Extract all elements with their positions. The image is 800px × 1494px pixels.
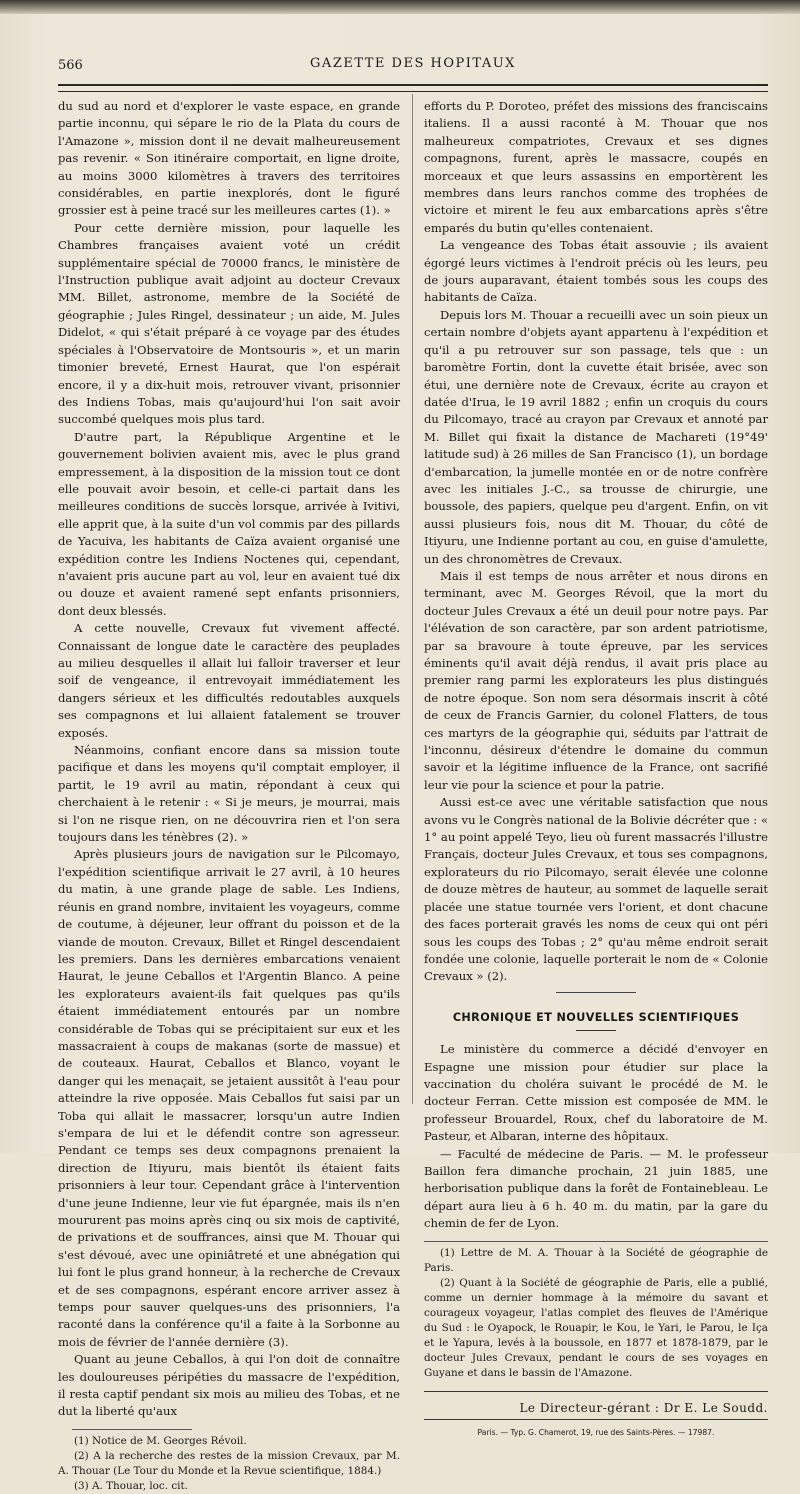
right-column bbox=[424, 98, 768, 1441]
printer-rule bbox=[424, 1419, 768, 1420]
footnote-rule bbox=[424, 1241, 768, 1242]
column-divider bbox=[412, 94, 413, 1104]
printer-line: Paris. — Typ. G. Chamerot, 19, rue des Saints-Pères. — 17987. bbox=[477, 1428, 715, 1437]
footnote-rule bbox=[72, 1429, 192, 1430]
paragraph: D'autre part, la République Argentine et le gouvernement bolivien avaient mis, avec le plus grand empressement, à la disposition de la mission tout ce dont elle pouvait avoir besoin, et celle-ci partait dans les meilleures conditions de succès lorsque, arrivée à Ivitivi, elle apprit que, à la suite d'un vol commis par des pillards de Yacuiva, les habitants de Caïza avaient organisé une expédition contre les Indiens Noctenes qui, cependant, n'avaient pris aucune part au vol, leur en avaient tué dix ou douze et avaient ramené sept enfants prisonniers, dont deux blessés. bbox=[58, 429, 400, 618]
header-rule bbox=[58, 84, 768, 92]
paragraph: efforts du P. Doroteo, préfet des missions des franciscains italiens. Il a aussi raconté à M. Thouar que nos malheureux compatriotes, Crevaux et ses dignes compagnons, furent, après le massacre, coupés en morceaux et que leurs assassins en emportèrent les membres dans leurs ranchos comme des trophées de victoire et mirent le feu aux embarcations après s'être emparés du butin qu'elles contenaient. bbox=[424, 99, 768, 235]
page-header bbox=[58, 56, 768, 78]
footnote: (2) A la recherche des restes de la mission Crevaux, par M. A. Thouar (Le Tour du Monde et la Revue scientifique, 1884.) bbox=[58, 1449, 400, 1477]
paragraph: A cette nouvelle, Crevaux fut vivement affecté. Connaissant de longue date le caractère des peuplades au milieu desquelles il allait lui falloir traverser et leur soif de vengeance, il entrevoyait immédiatement les dangers sérieux et les difficultés redoutables auxquels ses compagnons et lui allaient fatalement se trouver exposés. bbox=[58, 621, 400, 740]
left-column bbox=[58, 98, 400, 1494]
paragraph: Quant au jeune Ceballos, à qui l'on doit de connaître les douloureuses péripéties du massacre de l'expédition, il resta captif pendant six mois au milieu des Tobas, et ne dut la liberté qu'aux bbox=[58, 1352, 400, 1419]
running-title: GAZETTE DES HOPITAUX bbox=[310, 56, 516, 71]
footnote: (3) A. Thouar, loc. cit. bbox=[74, 1479, 188, 1492]
paragraph: — Faculté de médecine de Paris. — M. le professeur Baillon fera dimanche prochain, 21 juin 1885, une herborisation publique dans la forêt de Fontainebleau. Le départ aura lieu à 6 h. 40 m. du matin, par la gare du chemin de fer de Lyon. bbox=[424, 1146, 768, 1231]
paragraph: Depuis lors M. Thouar a recueilli avec un soin pieux un certain nombre d'objets ayant appartenu à l'expédition et qu'il a pu retrouver sur son passage, tels que : un baromètre Fortin, dont la cuvette était brisée, avec son étui, une dernière note de Crevaux, écrite au crayon et datée d'Irua, le 19 avril 1882 ; enfin un croquis du cours du Pilcomayo, tracé au crayon par Crevaux et annoté par M. Billet qui fixait la distance de Machareti (19°49' latitude sud) à 26 milles de San Francisco (1), un bordage d'embarcation, la jumelle montée en or de notre confrère avec les initiales J.-C., sa trousse de chirurgie, une boussole, des papiers, quelque peu d'argent. Enfin, on vit aussi plusieurs fois, nous dit M. Thouar, du côté de Itiyuru, une Indienne portant au cou, en guise d'amulette, un des chronomètres de Crevaux. bbox=[424, 307, 768, 566]
section-rule bbox=[576, 1030, 616, 1031]
paragraph: Le ministère du commerce a décidé d'envoyer en Espagne une mission pour étudier sur place la vaccination du choléra suivant le procédé de M. le docteur Ferran. Cette mission est composée de MM. le professeur Brouardel, Roux, chef du laboratoire de M. Pasteur, et Albaran, interne des hôpitaux. bbox=[424, 1042, 768, 1144]
paragraph: Néanmoins, confiant encore dans sa mission toute pacifique et dans les moyens qu'il comptait employer, il partit, le 19 avril au matin, répondant à ceux qui cherchaient à le retenir : « Si je meurs, je mourrai, mais si l'on ne risque rien, on ne découvrira rien et l'on sera toujours dans les ténèbres (2). » bbox=[58, 743, 400, 845]
scan-top-edge bbox=[0, 0, 800, 14]
signature: Le Directeur-gérant : Dr E. Le Soudd. bbox=[519, 1400, 768, 1415]
footnote: (1) Lettre de M. A. Thouar à la Société de géographie de Paris. bbox=[424, 1246, 768, 1274]
paragraph: La vengeance des Tobas était assouvie ; ils avaient égorgé leurs victimes à l'endroit précis où les leurs, peu de jours auparavant, étaient tombés sous les coups des habitants de Caïza. bbox=[424, 238, 768, 305]
paragraph: du sud au nord et d'explorer le vaste espace, en grande partie inconnu, qui sépare le rio de la Plata du cours de l'Amazone », mission dont il ne devait malheureusement pas revenir. « Son itinéraire comportait, en ligne droite, au moins 3000 kilomètres à travers des territoires considérables, en partie inexplorés, dont le figuré grossier est à peine tracé sur les meilleures cartes (1). » bbox=[58, 99, 400, 218]
section-title: CHRONIQUE ET NOUVELLES SCIENTIFIQUES bbox=[452, 1010, 740, 1024]
paragraph: Pour cette dernière mission, pour laquelle les Chambres françaises avaient voté un crédit supplémentaire spécial de 70000 francs, le ministère de l'Instruction publique avait adjoint au docteur Crevaux MM. Billet, astronome, membre de la Société de géographie ; Jules Ringel, dessinateur ; un aide, M. Jules Didelot, « qui s'était préparé à ce voyage par des études spéciales à l'Observatoire de Montsouris », et un marin timonier breveté, Ernest Haurat, que l'on espérait encore, il y a dix-huit mois, retrouver vivant, prisonnier des Indiens Tobas, mais qu'aujourd'hui l'on sait avoir succombé quelques mois plus tard. bbox=[58, 220, 400, 427]
paragraph: Mais il est temps de nous arrêter et nous dirons en terminant, avec M. Georges Révoil, que la mort du docteur Jules Crevaux a été un deuil pour notre pays. Par l'élévation de son caractère, par son ardent patriotisme, par sa bravoure à toute épreuve, par les services éminents qu'il avait déjà rendus, il avait pris place au premier rang parmi les explorateurs les plus distingués de notre époque. Son nom sera désormais inscrit à côté de ceux de Francis Garnier, du colonel Flatters, de tous ces martyrs de la géographie qui, séduits par l'attrait de l'inconnu, désireux d'étendre le domaine du commun savoir et la légitime influence de la France, ont sacrifié leur vie pour la science et pour la patrie. bbox=[424, 568, 768, 792]
footnote: (2) Quant à la Société de géographie de Paris, elle a publié, comme un dernier hommage à la mémoire du savant et courageux voyageur, l'atlas complet des fleuves de l'Amérique du Sud : le Oyapock, le Rouapir, le Kou, le Yari, le Parou, le Iça et le Yapura, levés à la boussole, en 1877 et 1878-1879, par le docteur Jules Crevaux, pendant le cours de ses voyages en Guyane et dans le bassin de l'Amazone. bbox=[424, 1276, 768, 1379]
footnote: (1) Notice de M. Georges Révoil. bbox=[74, 1434, 247, 1447]
paragraph: Après plusieurs jours de navigation sur le Pilcomayo, l'expédition scientifique arrivait le 27 avril, à 10 heures du matin, à une grande plage de sable. Les Indiens, réunis en grand nombre, invitaient les voyageurs, comme de coutume, à déjeuner, leur offrant du poisson et de la viande de mouton. Crevaux, Billet et Ringel descendaient les premiers. Dans les dernières embarcations venaient Haurat, le jeune Ceballos et l'Argentin Blanco. A peine les explorateurs avaient-ils fait quelques pas qu'ils étaient immédiatement entourés par un nombre considérable de Tobas qui se précipitaient sur eux et les massacraient à coups de makanas (sorte de massue) et de couteaux. Haurat, Ceballos et Blanco, voyant le danger qui les menaçait, se jetaient aussitôt à l'eau pour atteindre la rive opposée. Mais Ceballos fut saisi par un Toba qui allait le massacrer, lorsqu'un autre Indien s'empara de lui et le défendit contre son agresseur. Pendant ce temps ses deux compagnons prenaient la direction de Itiyuru, mais bientôt ils étaient faits prisonniers à leur tour. Cependant grâce à l'intervention d'une jeune Indienne, leur vie fut épargnée, mais ils n'en moururent pas moins après cinq ou six mois de captivité, de privations et de souffrances, ainsi que M. Thouar qui s'est dévoué, avec une opiniâtreté et une abnégation qui lui font le plus grand honneur, à la recherche de Crevaux et de ses compagnons, espérant encore arriver assez à temps pour sauver quelques-uns des prisonniers, l'a raconté dans la conférence qu'il a faite à la Sorbonne au mois de février de l'année dernière (3). bbox=[58, 847, 400, 1349]
signature-rule bbox=[424, 1391, 768, 1392]
separator-rule bbox=[556, 992, 636, 993]
paragraph: Aussi est-ce avec une véritable satisfaction que nous avons vu le Congrès national de la Bolivie décréter que : « 1° au point appelé Teyo, lieu où furent massacrés l'illustre Français, docteur Jules Crevaux, et tous ses compagnons, explorateurs du rio Pilcomayo, serait élevée une colonne de douze mètres de hauteur, au sommet de laquelle serait placée une statue tournée vers l'orient, et dont chacune des faces porterait gravés les noms de ceux qui ont péri sous les coups des Tobas ; 2° qu'au même endroit serait fondée une colonie, laquelle porterait le nom de « Colonie Crevaux » (2). bbox=[424, 795, 768, 984]
page-number: 566 bbox=[58, 58, 83, 73]
